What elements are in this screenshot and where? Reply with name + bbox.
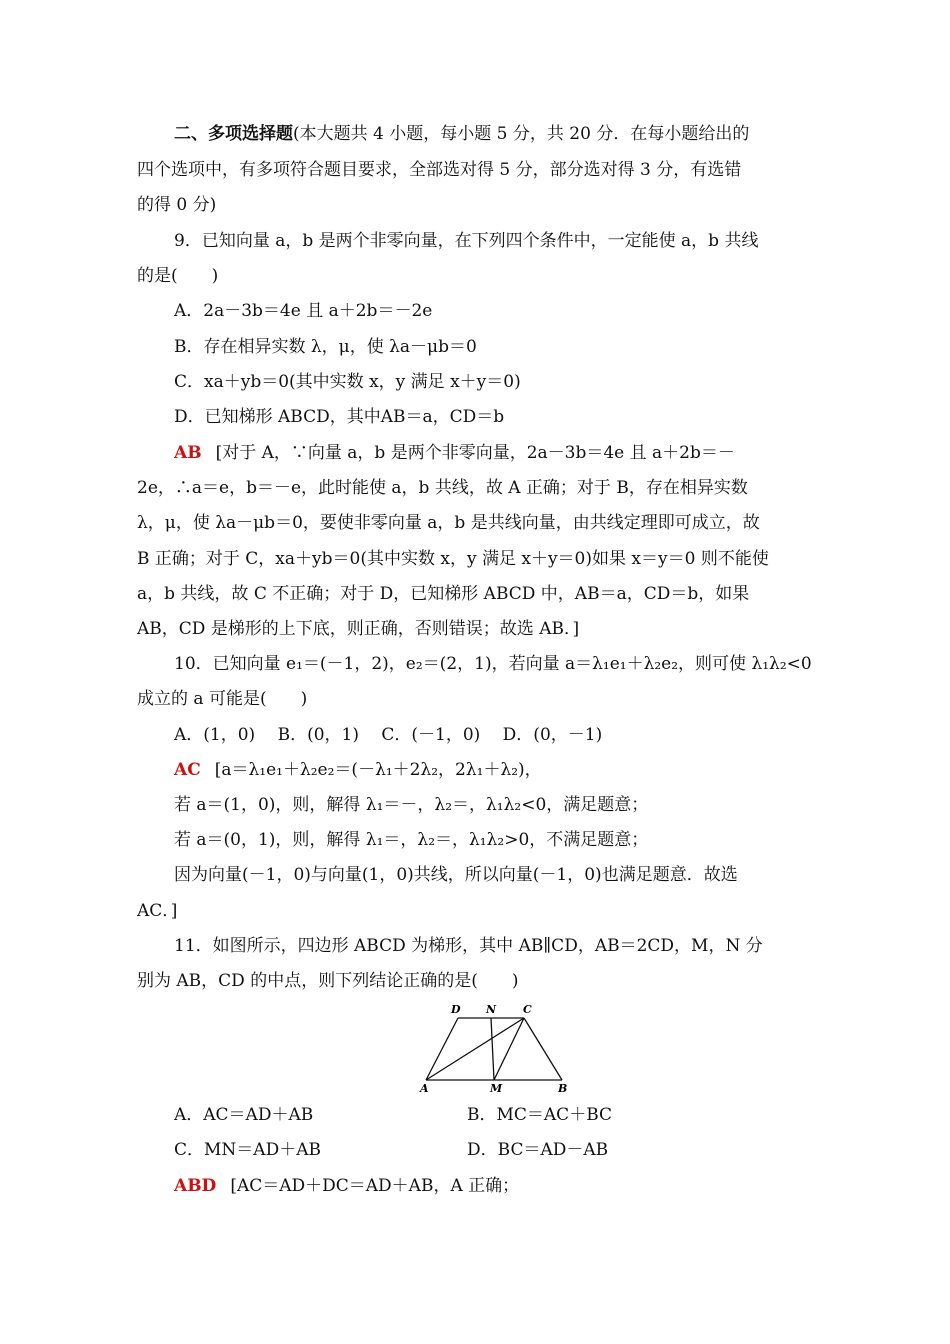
section-intro-3: 的得 0 分) <box>137 195 217 215</box>
q10-solution-3: 若 a＝(0，1)，则，解得 λ₁＝，λ₂＝，λ₁λ₂>0，不满足题意； <box>174 830 649 850</box>
q11-stem-1: 11．如图所示，四边形 ABCD 为梯形，其中 AB∥CD，AB＝2CD，M，N 分 <box>174 936 763 956</box>
q9-option-d: D．已知梯形 ABCD，其中AB＝a，CD＝b <box>174 407 505 427</box>
label-b: B <box>558 1082 568 1095</box>
q11-stem-2: 别为 AB，CD 的中点，则下列结论正确的是( ) <box>137 971 519 991</box>
q9-solution-3: λ，μ，使 λa－μb＝0，要使非零向量 a，b 是共线向量，由共线定理即可成立，故 <box>137 513 760 533</box>
q9-solution-5: a，b 共线，故 C 不正确；对于 D，已知梯形 ABCD 中，AB＝a，CD＝b，如果 <box>137 584 750 604</box>
q9-solution-6: AB，CD 是梯形的上下底，则正确，否则错误；故选 AB．] <box>137 619 580 639</box>
q10-solution-4: 因为向量(－1，0)与向量(1，0)共线，所以向量(－1，0)也满足题意．故选 <box>174 865 738 885</box>
label-a: A <box>420 1082 429 1095</box>
label-d: D <box>451 1003 461 1016</box>
trapezoid-figure <box>418 1000 578 1096</box>
q9-solution-1 <box>174 440 817 466</box>
q10-solution-1-text: [a＝λ₁e₁＋λ₂e₂＝(－λ₁＋2λ₂，2λ₁＋λ₂)， <box>214 760 542 780</box>
q9-stem-2: 的是( ) <box>137 266 219 286</box>
segment-mn <box>491 1018 494 1080</box>
q10-solution-1 <box>174 757 817 783</box>
q11-option-a: A．AC＝AD＋AB <box>174 1105 314 1125</box>
q10-solution-2: 若 a＝(1，0)，则，解得 λ₁＝－，λ₂＝，λ₁λ₂<0，满足题意； <box>174 795 649 815</box>
q9-answer: AB <box>174 443 202 463</box>
q9-option-b: B．存在相异实数 λ，μ，使 λa－μb＝0 <box>174 337 477 357</box>
q11-option-b: B．MC＝AC＋BC <box>467 1105 613 1125</box>
q10-solution-5: AC．] <box>137 901 178 921</box>
q11-answer: ABD <box>174 1176 217 1196</box>
q11-option-d: D．BC＝AD－AB <box>467 1140 609 1160</box>
q11-option-c: C．MN＝AD＋AB <box>174 1140 321 1160</box>
edge-bc <box>524 1018 562 1080</box>
q9-stem-1: 9．已知向量 a，b 是两个非零向量，在下列四个条件中，一定能使 a，b 共线 <box>174 231 759 251</box>
q11-solution-1 <box>174 1173 817 1199</box>
q10-answer: AC <box>174 760 201 780</box>
q9-solution-2: 2e，∴a＝e，b＝－e，此时能使 a，b 共线，故 A 正确；对于 B，存在相异实数 <box>137 478 748 498</box>
label-n: N <box>486 1003 497 1016</box>
q9-solution-1-text: [对于 A，∵向量 a，b 是两个非零向量，2a－3b＝4e 且 a＋2b＝－ <box>215 443 735 463</box>
q10-stem-2: 成立的 a 可能是( ) <box>137 689 308 709</box>
q10-options: A．(1，0) B．(0，1) C．(－1，0) D．(0，－1) <box>174 725 603 745</box>
label-c: C <box>523 1003 532 1016</box>
section-intro-2: 四个选项中，有多项符合题目要求，全部选对得 5 分，部分选对得 3 分，有选错 <box>137 160 742 180</box>
q11-solution-1-text: [AC＝AD＋DC＝AD＋AB，A 正确； <box>230 1176 520 1196</box>
label-m: M <box>490 1082 503 1095</box>
q9-option-a: A．2a－3b＝4e 且 a＋2b＝－2e <box>174 301 433 321</box>
edge-ad <box>426 1018 458 1080</box>
section-intro-1: (本大题共 4 小题，每小题 5 分，共 20 分．在每小题给出的 <box>293 124 750 144</box>
section-header <box>174 121 817 147</box>
q9-solution-4: B 正确；对于 C，xa＋yb＝0(其中实数 x，y 满足 x＋y＝0)如果 x＝y＝0 则不能使 <box>137 549 769 569</box>
q9-option-c: C．xa＋yb＝0(其中实数 x，y 满足 x＋y＝0) <box>174 372 521 392</box>
q10-stem-1: 10．已知向量 e₁＝(－1，2)，e₂＝(2，1)，若向量 a＝λ₁e₁＋λ₂e₂，则可使 λ₁λ₂<0 <box>174 654 812 674</box>
section-title: 二、多项选择题 <box>174 124 293 144</box>
